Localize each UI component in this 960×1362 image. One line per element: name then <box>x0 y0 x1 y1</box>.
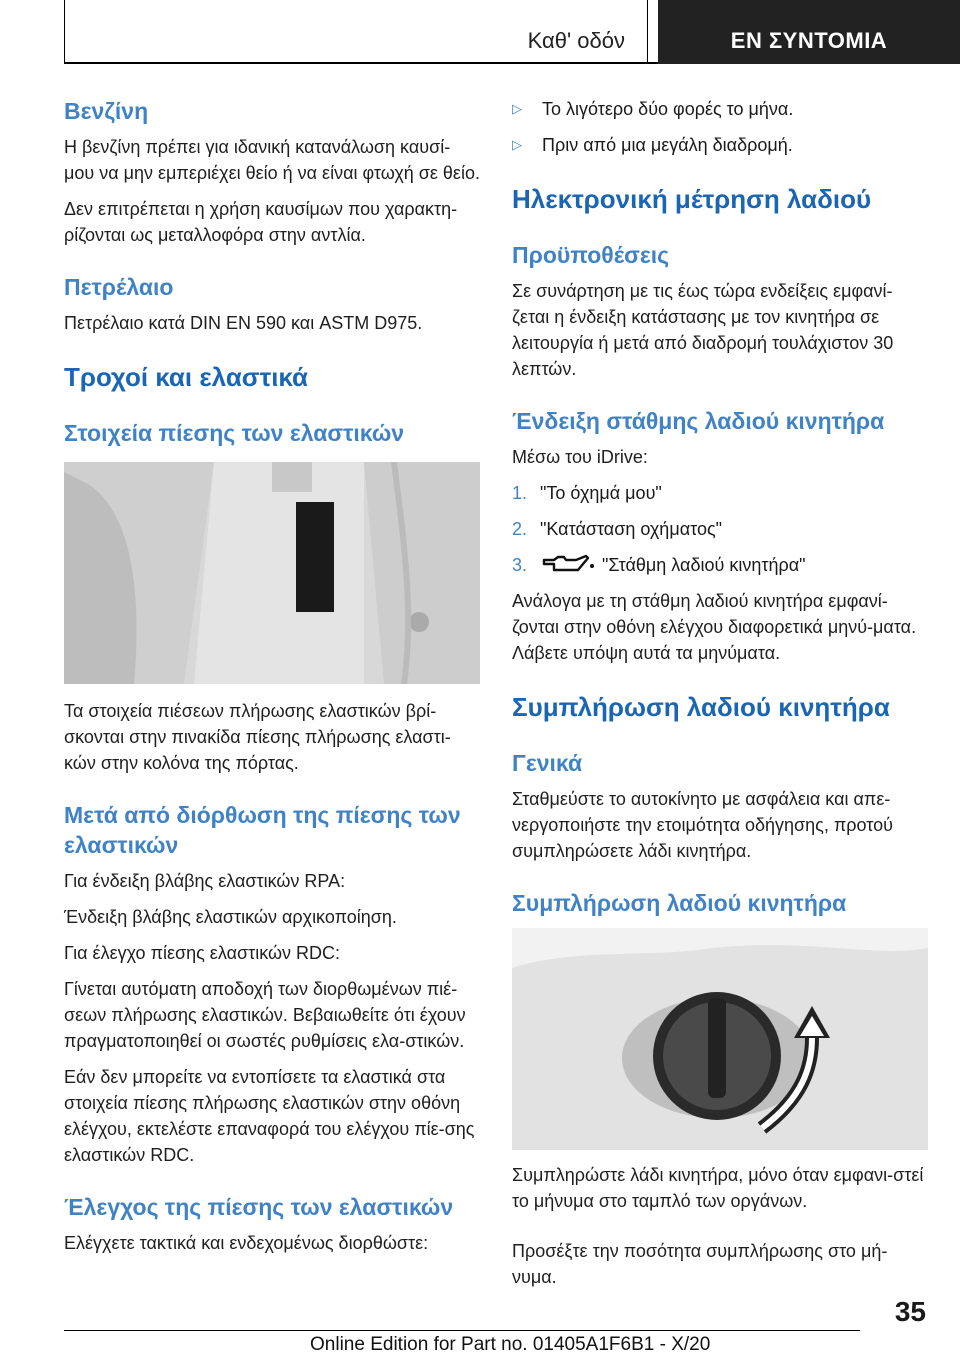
paragraph: Δεν επιτρέπεται η χρήση καυσίμων που χαρακτη-ρίζονται ως μεταλλοφόρα στην αντλία. <box>64 199 458 245</box>
section-title-after-correction: Μετά από διόρθωση της πίεσης των ελαστικών <box>64 802 461 858</box>
list-item <box>512 96 928 122</box>
paragraph: Η βενζίνη πρέπει για ιδανική κατανάλωση καυσί-μου να μην εμπεριέχει θείο ή να είναι φτωχή σε θείο. <box>64 137 480 183</box>
tab-at-a-glance[interactable] <box>658 0 960 64</box>
paragraph: Ελέγχετε τακτικά και ενδεχομένως διορθώστε: <box>64 1233 429 1253</box>
step-number: 2. <box>512 519 528 539</box>
paragraph: Για ένδειξη βλάβης ελαστικών RPA: <box>64 871 346 891</box>
step-item <box>512 552 928 578</box>
section-title-prerequisites: Προϋποθέσεις <box>512 242 670 268</box>
oil-cap-illustration <box>512 928 928 1150</box>
door-pillar-illustration <box>64 462 480 684</box>
step-item <box>512 480 928 506</box>
header-rule <box>64 62 658 64</box>
section-title-oil-fill-sub: Συμπλήρωση λαδιού κινητήρα <box>512 890 847 916</box>
list-item-text: Πριν από μια μεγάλη διαδρομή. <box>542 135 793 155</box>
triangle-bullet-icon: ▷ <box>512 137 522 152</box>
paragraph: Σε συνάρτηση με τις έως τώρα ενδείξεις εμφανί-ζεται η ένδειξη κατάστασης με τον κινητήρα σε λειτουργία ή μετά από διαδρομή τουλάχιστον 30 λεπτών. <box>512 281 894 379</box>
step-number: 3. <box>512 555 528 575</box>
section-title-tire-pressure: Στοιχεία πίεσης των ελαστικών <box>64 420 405 446</box>
step-item <box>512 516 928 542</box>
right-column <box>512 96 928 1300</box>
paragraph: Ένδειξη βλάβης ελαστικών αρχικοποίηση. <box>64 907 397 927</box>
oil-can-icon <box>540 552 596 578</box>
section-title-check-pressure: Έλεγχος της πίεσης των ελαστικών <box>64 1194 454 1220</box>
tab-on-the-road[interactable] <box>64 0 648 62</box>
image-caption: Τα στοιχεία πιέσεων πλήρωσης ελαστικών βρί-σκονται στην πινακίδα πίεσης πλήρωσης ελαστι-κών στην κολόνα της πόρτας. <box>64 701 451 773</box>
list-item <box>512 132 928 158</box>
section-title-oil-measurement: Ηλεκτρονική μέτρηση λαδιού <box>512 184 872 214</box>
paragraph: Προσέξτε την ποσότητα συμπλήρωσης στο μή-νυμα. <box>512 1241 888 1287</box>
section-title-petrol: Βενζίνη <box>64 98 149 124</box>
image-caption: Συμπληρώστε λάδι κινητήρα, μόνο όταν εμφανι-στεί το μήνυμα στο ταμπλό των οργάνων. <box>512 1165 924 1211</box>
list-item-text: Το λιγότερο δύο φορές το μήνα. <box>542 99 794 119</box>
step-text: "Κατάσταση οχήματος" <box>540 519 723 539</box>
paragraph: Για έλεγχο πίεσης ελαστικών RDC: <box>64 943 341 963</box>
paragraph: Μέσω του iDrive: <box>512 447 648 467</box>
paragraph: Σταθμεύστε το αυτοκίνητο με ασφάλεια και απε-νεργοποιήστε την ετοιμότητα οδήγησης, προτού συμπληρώσετε λάδι κινητήρα. <box>512 789 893 861</box>
left-column <box>64 96 480 1266</box>
section-title-general: Γενικά <box>512 750 583 776</box>
section-title-wheels: Τροχοί και ελαστικά <box>64 362 309 392</box>
page-number: 35 <box>894 1296 926 1327</box>
paragraph: Γίνεται αυτόματη αποδοχή των διορθωμένων πιέ-σεων πλήρωσης ελαστικών. Βεβαιωθείτε ότι έχουν πραγματοποιηθεί οι σωστές ρυθμίσεις ελα-στικών. <box>64 979 466 1051</box>
oil-cap-image <box>512 928 928 1150</box>
footer-rule <box>64 1330 860 1331</box>
paragraph: Ανάλογα με τη στάθμη λαδιού κινητήρα εμφανί-ζονται στην οθόνη ελέγχου διαφορετικά μηνύ-ματα. Λάβετε υπόψη αυτά τα μηνύματα. <box>512 591 917 663</box>
step-number: 1. <box>512 483 528 503</box>
paragraph: Εάν δεν μπορείτε να εντοπίσετε τα ελαστικά στα στοιχεία πίεσης πλήρωσης ελαστικών στην οθόνη ελέγχου, εκτελέστε επαναφορά του ελέγχου πίε-σης ελαστικών RDC. <box>64 1067 475 1165</box>
tab-on-the-road-label: Καθ' οδόν <box>527 28 625 53</box>
step-text: "Στάθμη λαδιού κινητήρα" <box>602 555 806 575</box>
section-title-oil-fill: Συμπλήρωση λαδιού κινητήρα <box>512 692 890 722</box>
section-title-diesel: Πετρέλαιο <box>64 274 174 300</box>
door-pillar-image <box>64 462 480 684</box>
triangle-bullet-icon: ▷ <box>512 101 522 116</box>
footer-edition-text: Online Edition for Part no. 01405A1F6B1 - X/20 <box>310 1334 711 1355</box>
paragraph: Πετρέλαιο κατά DIN EN 590 και ASTM D975. <box>64 313 423 333</box>
tab-at-a-glance-label: ΕΝ ΣΥΝΤΟΜΙΑ <box>730 28 888 53</box>
section-title-oil-level: Ένδειξη στάθμης λαδιού κινητήρα <box>512 408 885 434</box>
step-text: "Το όχημά μου" <box>540 483 662 503</box>
